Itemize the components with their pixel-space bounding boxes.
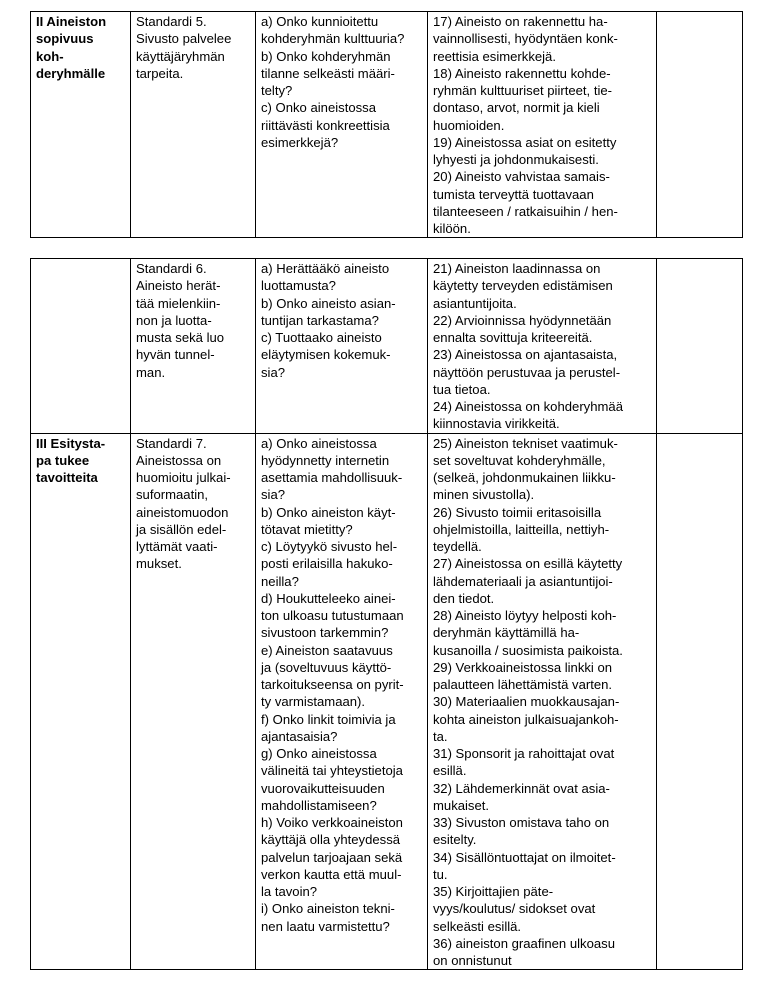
standard-line: aineistomuodon bbox=[136, 504, 229, 520]
table-row bbox=[31, 259, 743, 434]
criteria-line: 34) Sisällöntuottajat on ilmoitet- bbox=[433, 849, 616, 865]
criteria-line: 23) Aineistossa on ajantasaista, bbox=[433, 347, 618, 363]
criteria-line: reettisia esimerkkejä. bbox=[433, 48, 556, 64]
criteria-line: (selkeä, johdonmukainen liikku- bbox=[433, 470, 616, 485]
question-line: i) Onko aineiston tekni- bbox=[261, 901, 395, 917]
question-line: b) Onko aineisto asian- bbox=[261, 295, 396, 311]
question-line: sia? bbox=[261, 364, 286, 380]
standard-line: non ja luotta- bbox=[136, 312, 212, 328]
question-line: luottamusta? bbox=[261, 278, 336, 294]
criteria-line: huomioiden. bbox=[433, 117, 505, 133]
section-cell bbox=[31, 433, 131, 970]
criteria-line: 29) Verkkoaineistossa linkki on bbox=[433, 659, 613, 675]
question-line: välineitä tai yhteystietoja bbox=[261, 763, 403, 779]
question-line: ton ulkoasu tutustumaan bbox=[261, 608, 404, 623]
standard-line: lyttämät vaati- bbox=[136, 539, 218, 554]
questions-cell bbox=[256, 433, 428, 970]
criteria-table-part-1 bbox=[30, 11, 743, 238]
standard-line: huomioitu julkai- bbox=[136, 470, 231, 485]
criteria-line: set soveltuvat kohderyhmälle, bbox=[433, 452, 606, 468]
question-line: c) Onko aineistossa bbox=[261, 100, 376, 116]
section-cell bbox=[31, 259, 131, 434]
questions-cell bbox=[256, 12, 428, 238]
standard-line: Aineistossa on bbox=[136, 452, 222, 468]
criteria-line: 19) Aineistossa asiat on esitetty bbox=[433, 134, 617, 150]
criteria-line: asiantuntijoita. bbox=[433, 295, 517, 311]
question-line: c) Löytyykö sivusto hel- bbox=[261, 539, 398, 554]
question-line: a) Onko kunnioitettu bbox=[261, 14, 379, 29]
criteria-line: minen sivustolla). bbox=[433, 487, 535, 503]
criteria-line: käytetty terveyden edistämisen bbox=[433, 278, 613, 294]
questions-cell bbox=[256, 259, 428, 434]
standard-line: käyttäjäryhmän bbox=[136, 48, 225, 64]
criteria-line: selkeästi esillä. bbox=[433, 918, 522, 934]
criteria-cell bbox=[428, 259, 657, 434]
question-line: eläytymisen kokemuk- bbox=[261, 347, 391, 363]
criteria-line: 21) Aineiston laadinnassa on bbox=[433, 261, 601, 276]
criteria-line: mukaiset. bbox=[433, 797, 490, 813]
criteria-cell bbox=[428, 12, 657, 238]
standard-line: Standardi 7. bbox=[136, 435, 207, 451]
standard-line: mukset. bbox=[136, 556, 182, 572]
criteria-line: dontaso, arvot, normit ja kieli bbox=[433, 100, 600, 116]
question-line: sia? bbox=[261, 487, 286, 503]
question-line: riittävästi konkreettisia bbox=[261, 117, 390, 133]
criteria-line: tilanteeseen / ratkaisuihin / hen- bbox=[433, 203, 618, 219]
question-line: hyödynnetty internetin bbox=[261, 452, 390, 468]
question-line: ajantasaisia? bbox=[261, 728, 338, 744]
question-line: esimerkkejä? bbox=[261, 134, 339, 150]
question-line: a) Herättääkö aineisto bbox=[261, 261, 390, 276]
question-line: d) Houkutteleeko ainei- bbox=[261, 590, 396, 606]
criteria-line: lyhyesti ja johdonmukaisesti. bbox=[433, 152, 599, 167]
standard-line: Standardi 5. bbox=[136, 14, 207, 29]
question-line: b) Onko aineiston käyt- bbox=[261, 504, 396, 520]
criteria-line: ryhmän kulttuuriset piirteet, tie- bbox=[433, 83, 613, 98]
empty-notes-cell bbox=[657, 259, 743, 434]
table-row bbox=[31, 12, 743, 238]
section-line: tavoitteita bbox=[36, 470, 98, 485]
question-line: asettamia mahdollisuuk- bbox=[261, 470, 403, 485]
criteria-line: tu. bbox=[433, 866, 448, 882]
section-line: koh- bbox=[36, 48, 64, 64]
criteria-line: 36) aineiston graafinen ulkoasu bbox=[433, 935, 615, 951]
criteria-line: 17) Aineisto on rakennettu ha- bbox=[433, 14, 608, 29]
standard-line: ja sisällön edel- bbox=[136, 521, 227, 537]
criteria-cell bbox=[428, 433, 657, 970]
question-line: g) Onko aineistossa bbox=[261, 746, 377, 761]
standard-line: musta sekä luo bbox=[136, 330, 225, 345]
criteria-line: 28) Aineisto löytyy helposti koh- bbox=[433, 608, 617, 623]
criteria-line: teydellä. bbox=[433, 539, 482, 554]
question-line: verkon kautta että muul- bbox=[261, 866, 402, 882]
question-line: a) Onko aineistossa bbox=[261, 435, 377, 451]
criteria-line: 22) Arvioinnissa hyödynnetään bbox=[433, 312, 612, 328]
question-line: neilla? bbox=[261, 573, 299, 589]
question-line: mahdollistamiseen? bbox=[261, 797, 377, 813]
criteria-line: 32) Lähdemerkinnät ovat asia- bbox=[433, 780, 610, 796]
question-line: kohderyhmän kulttuuria? bbox=[261, 31, 405, 47]
section-line: II Aineiston bbox=[36, 14, 107, 29]
table-row bbox=[31, 433, 743, 970]
section-line: III Esitysta- bbox=[36, 435, 106, 451]
question-line: la tavoin? bbox=[261, 884, 318, 899]
criteria-line: palautteen lähettämistä varten. bbox=[433, 677, 613, 692]
criteria-line: deryhmän käyttämillä ha- bbox=[433, 625, 580, 641]
criteria-line: kohta aineiston julkaisuajankoh- bbox=[433, 711, 619, 727]
question-line: ty varmistamaan). bbox=[261, 694, 366, 710]
standard-cell bbox=[131, 259, 256, 434]
standard-line: tää mielenkiin- bbox=[136, 295, 221, 311]
criteria-line: vainnollisesti, hyödyntäen konk- bbox=[433, 31, 618, 47]
criteria-line: tua tietoa. bbox=[433, 381, 491, 397]
criteria-line: 18) Aineisto rakennettu kohde- bbox=[433, 65, 611, 81]
question-line: f) Onko linkit toimivia ja bbox=[261, 711, 396, 727]
question-line: tötavat mietitty? bbox=[261, 521, 353, 537]
question-line: telty? bbox=[261, 83, 293, 98]
criteria-line: 31) Sponsorit ja rahoittajat ovat bbox=[433, 746, 615, 761]
criteria-line: den tiedot. bbox=[433, 590, 495, 606]
question-line: e) Aineiston saatavuus bbox=[261, 642, 393, 658]
section-line: pa tukee bbox=[36, 452, 90, 468]
criteria-line: 30) Materiaalien muokkausajan- bbox=[433, 694, 620, 710]
question-line: nen laatu varmistettu? bbox=[261, 918, 390, 934]
empty-notes-cell bbox=[657, 12, 743, 238]
question-line: palvelun tarjoajaan sekä bbox=[261, 849, 403, 865]
standard-line: Sivusto palvelee bbox=[136, 31, 232, 47]
criteria-line: vyys/koulutus/ sidokset ovat bbox=[433, 901, 596, 917]
standard-line: hyvän tunnel- bbox=[136, 347, 215, 363]
standard-line: tarpeita. bbox=[136, 65, 184, 81]
criteria-line: näyttöön perustuvaa ja perustel- bbox=[433, 364, 621, 380]
standard-cell bbox=[131, 433, 256, 970]
criteria-line: kilöön. bbox=[433, 221, 471, 236]
section-line: sopivuus bbox=[36, 31, 94, 47]
question-line: vuorovaikutteisuuden bbox=[261, 780, 385, 796]
criteria-line: lähdemateriaali ja asiantuntijoi- bbox=[433, 573, 613, 589]
standard-cell bbox=[131, 12, 256, 238]
criteria-line: 26) Sivusto toimii eritasoisilla bbox=[433, 504, 602, 520]
standard-line: Standardi 6. bbox=[136, 261, 207, 276]
section-cell bbox=[31, 12, 131, 238]
criteria-line: 25) Aineiston tekniset vaatimuk- bbox=[433, 435, 618, 451]
criteria-table-part-2 bbox=[30, 258, 743, 970]
criteria-line: ta. bbox=[433, 728, 448, 744]
question-line: b) Onko kohderyhmän bbox=[261, 48, 391, 64]
standard-line: suformaatin, bbox=[136, 487, 209, 503]
question-line: sivustoon tarkemmin? bbox=[261, 625, 389, 641]
criteria-line: on onnistunut bbox=[433, 953, 512, 968]
question-line: tilanne selkeästi määri- bbox=[261, 65, 395, 81]
criteria-line: kiinnostavia virikkeitä. bbox=[433, 416, 560, 432]
question-line: käyttäjä olla yhteydessä bbox=[261, 832, 401, 848]
question-line: ja (soveltuvuus käyttö- bbox=[261, 659, 392, 675]
section-line: deryhmälle bbox=[36, 65, 106, 81]
question-line: tuntijan tarkastama? bbox=[261, 312, 379, 328]
criteria-line: ohjelmistoilla, laitteilla, nettiyh- bbox=[433, 521, 610, 537]
criteria-line: ennalta sovittuja kriteereitä. bbox=[433, 330, 593, 345]
criteria-line: 20) Aineisto vahvistaa samais- bbox=[433, 169, 610, 185]
question-line: h) Voiko verkkoaineiston bbox=[261, 815, 403, 830]
criteria-line: esitelty. bbox=[433, 832, 477, 848]
criteria-line: 24) Aineistossa on kohderyhmää bbox=[433, 399, 623, 414]
criteria-line: kusanoilla / suosimista paikoista. bbox=[433, 642, 623, 658]
criteria-line: 33) Sivuston omistava taho on bbox=[433, 815, 610, 830]
question-line: posti erilaisilla hakuko- bbox=[261, 556, 393, 572]
question-line: c) Tuottaako aineisto bbox=[261, 330, 382, 345]
standard-line: man. bbox=[136, 364, 166, 380]
criteria-line: esillä. bbox=[433, 763, 467, 779]
criteria-line: 35) Kirjoittajien päte- bbox=[433, 884, 554, 899]
question-line: tarkoitukseensa on pyrit- bbox=[261, 677, 404, 692]
empty-notes-cell bbox=[657, 433, 743, 970]
criteria-line: tumista terveyttä tuottavaan bbox=[433, 186, 594, 202]
standard-line: Aineisto herät- bbox=[136, 278, 221, 294]
criteria-line: 27) Aineistossa on esillä käytetty bbox=[433, 556, 623, 572]
